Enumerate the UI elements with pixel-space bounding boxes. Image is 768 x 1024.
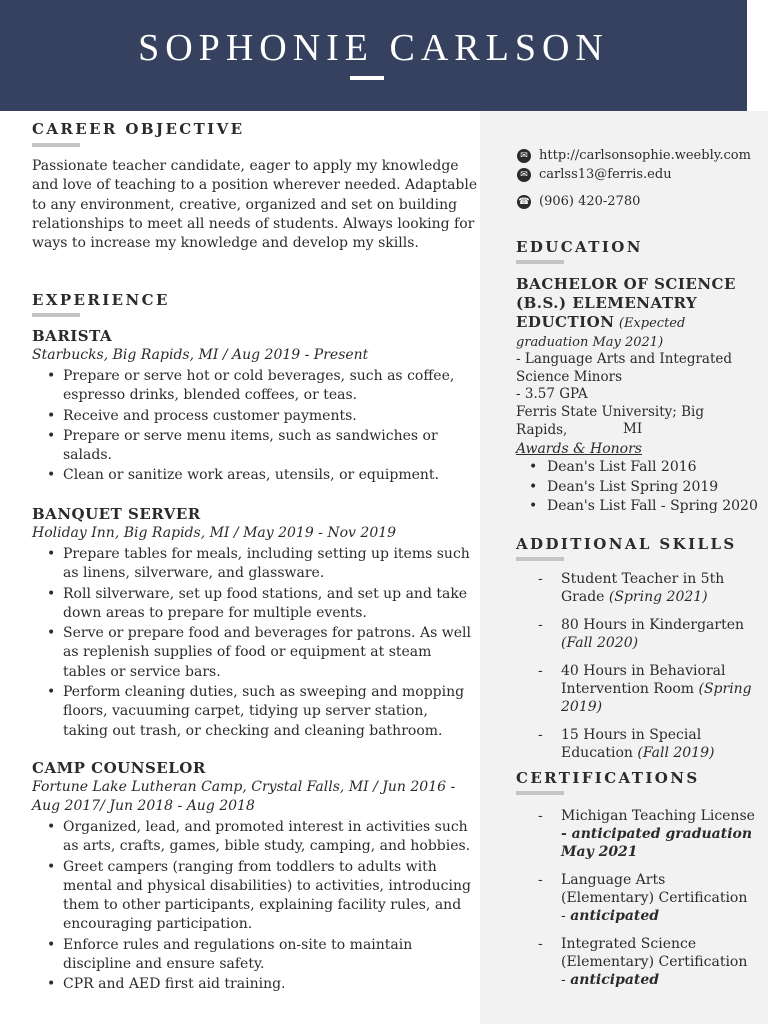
list-item: • Prepare or serve hot or cold beverages, such as coffee, espresso drinks, blended coffees, or teas. [32,367,472,406]
certification-note: anticipated [570,908,660,924]
contact-website [517,148,751,163]
section-title-education: EDUCATION [516,238,643,256]
expected-graduation: (Expected graduation May 2021) [516,316,686,350]
list-item: • Perform cleaning duties, such as sweeping and mopping floors, vacuuming carpet, tidying up server station, taking out trash, or checking and cleaning bathroom. [32,683,477,741]
job-title: BANQUET SERVER [32,505,201,523]
list-item: • Clean or sanitize work areas, utensils, or equipment. [32,466,472,485]
job-bullet-list [32,545,477,742]
list-item [536,726,756,762]
list-item: • Dean's List Spring 2019 [516,478,758,498]
section-title-additional-skills: ADDITIONAL SKILLS [516,535,737,553]
certification-note: anticipated [570,972,660,988]
list-item [536,935,756,989]
section-rule [516,557,564,561]
list-item: • Enforce rules and regulations on-site to maintain discipline and ensure safety. [32,936,480,975]
list-item: • Greet campers (ranging from toddlers to adults with mental and physical disabilities) to activities, introducing them to other participants, explaining facility rules, and encouraging participation. [32,858,480,935]
list-item: • Prepare or serve menu items, such as sandwiches or salads. [32,427,472,466]
education-school: Ferris State University; Big Rapids, [516,404,704,438]
skill-text: 80 Hours in Kindergarten [561,617,745,633]
certifications-list [536,807,756,999]
education-minors: - Language Arts and Integrated Science Minors [516,351,733,385]
job-bullet-list [32,818,480,996]
list-item: • Organized, lead, and promoted interest in activities such as arts, crafts, games, bible study, camping, and hobbies. [32,818,480,857]
contact-phone [517,194,640,209]
job-subtitle: Holiday Inn, Big Rapids, MI / May 2019 - Nov 2019 [32,525,397,541]
list-item [536,871,756,925]
website-link[interactable]: http://carlsonsophie.weebly.com [539,148,751,163]
phone-number: (906) 420-2780 [539,194,641,209]
section-title-experience: EXPERIENCE [32,291,170,309]
section-rule [32,143,80,147]
job-subtitle: Fortune Lake Lutheran Camp, Crystal Falls, MI / Jun 2016 - Aug 2017/ Jun 2018 - Aug 2018 [32,779,456,814]
name-underline [350,76,384,80]
list-item [536,807,756,861]
skills-list [536,570,756,772]
list-item: • Prepare tables for meals, including setting up items such as linens, silverware, and glassware. [32,545,477,584]
list-item: • CPR and AED first aid training. [32,975,480,994]
list-item [536,662,756,716]
section-rule [516,791,564,795]
education-gpa: - 3.57 GPA [516,386,588,402]
phone-icon: ☎ [518,196,530,207]
envelope-icon: ✉ [517,168,531,182]
certification-text: Michigan Teaching License [561,808,755,824]
skill-term: (Fall 2020) [561,635,639,651]
education-block [516,275,754,352]
resume-header [0,0,747,111]
skill-text: 15 Hours in Special Education [561,727,702,761]
section-rule [516,260,564,264]
section-rule [32,313,80,317]
skill-text: 40 Hours in Behavioral Intervention Room [561,663,726,697]
section-title-career-objective: CAREER OBJECTIVE [32,120,245,138]
certification-text: Language Arts (Elementary) Certification - [561,872,748,924]
list-item: • Dean's List Fall 2016 [516,458,758,478]
list-item [536,616,756,652]
degree-name: BACHELOR OF SCIENCE (B.S.) ELEMENATRY EDUCTION [516,275,736,331]
candidate-name: SOPHONIE CARLSON [138,27,609,69]
job-title: CAMP COUNSELOR [32,759,206,777]
awards-list [516,458,758,517]
education-school-state: MI [623,421,643,437]
certification-text: Integrated Science (Elementary) Certification - [561,936,748,988]
job-subtitle: Starbucks, Big Rapids, MI / Aug 2019 - Present [32,347,369,363]
list-item: • Receive and process customer payments. [32,407,472,426]
list-item [536,570,756,606]
certification-note: - anticipated graduation May 2021 [561,826,753,860]
section-title-certifications: CERTIFICATIONS [516,769,700,787]
objective-text: Passionate teacher candidate, eager to apply my knowledge and love of teaching to a position wherever needed. Adaptable to any environment, creative, organized and set on building relationships to meet all needs of students. Always looking for ways to increase my knowledge and develop my skills. [32,158,478,252]
awards-title: Awards & Honors [516,441,642,457]
envelope-icon: ✉ [517,149,531,163]
list-item: • Serve or prepare food and beverages for patrons. As well as replenish supplies of food or equipment at steam tables or service bars. [32,624,477,682]
job-bullet-list [32,367,472,487]
list-item: • Roll silverware, set up food stations, and set up and take down areas to prepare for multiple events. [32,585,477,624]
skill-text: Student Teacher in 5th Grade [561,571,725,605]
job-title: BARISTA [32,327,113,345]
list-item: • Dean's List Fall - Spring 2020 [516,497,758,517]
skill-term: (Spring 2021) [608,589,708,605]
email-link[interactable]: carlss13@ferris.edu [539,167,672,182]
skill-term: (Spring 2019) [561,681,752,715]
skill-term: (Fall 2019) [637,745,715,761]
contact-email [517,167,672,182]
